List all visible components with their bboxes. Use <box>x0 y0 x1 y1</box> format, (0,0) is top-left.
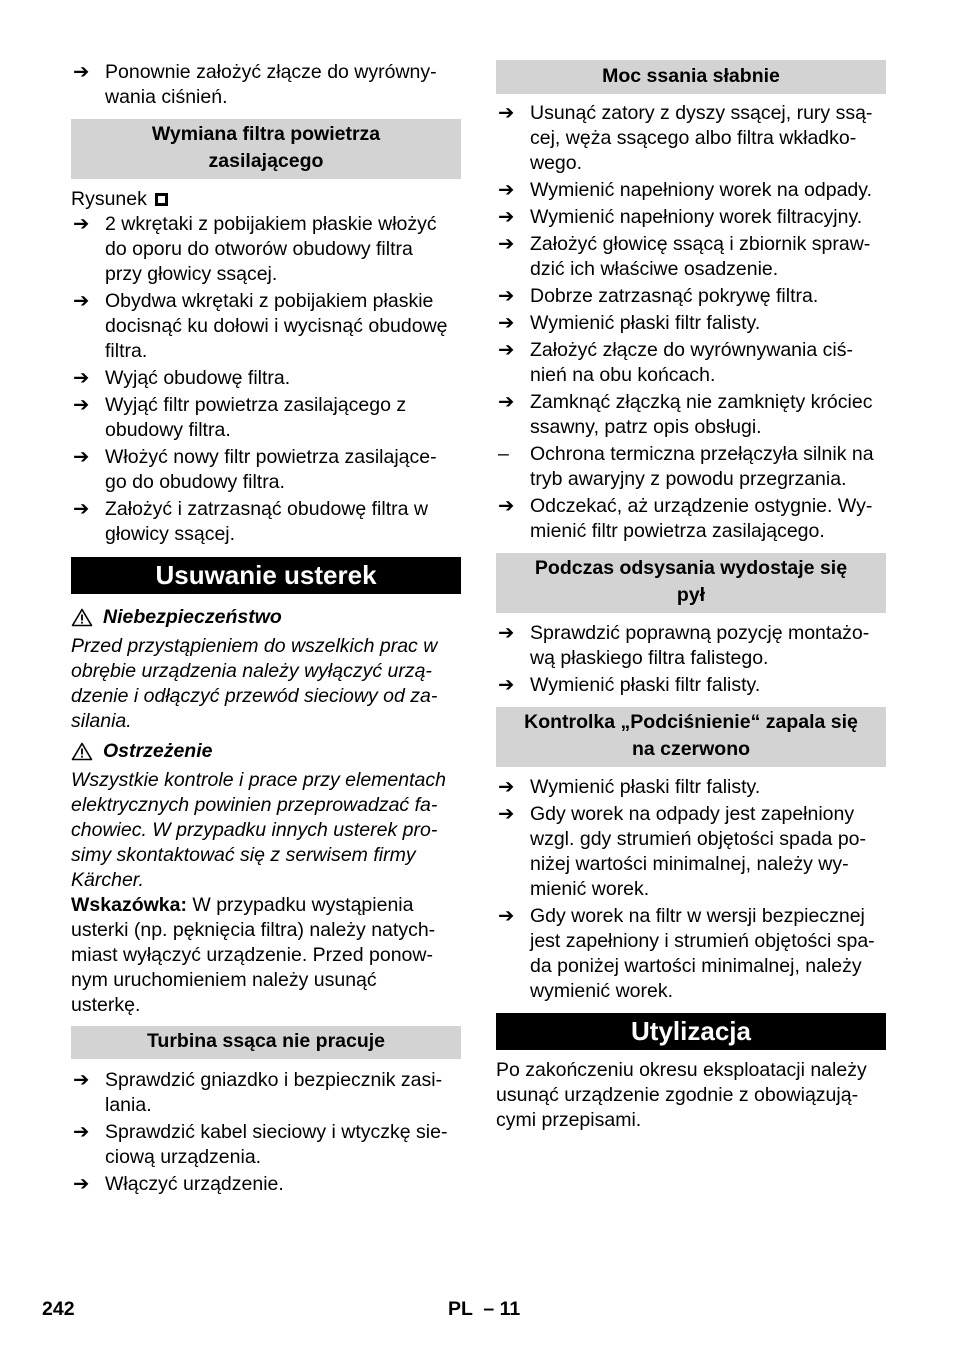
page-reference: PL – 11 <box>448 1298 521 1320</box>
list-item: ➔ Usunąć zatory z dyszy ssącej, rury ssą- cej, węża ssącego albo filtra wkładko- wego. <box>498 102 873 174</box>
section-heading: Moc ssania słabnie <box>496 60 886 94</box>
arrow-right-icon: ➔ <box>73 394 90 416</box>
arrow-right-icon: ➔ <box>498 622 515 644</box>
arrow-right-icon: ➔ <box>73 290 90 312</box>
section-heading: Kontrolka „Podciśnienie“ zapala się na czerwono <box>496 707 886 767</box>
arrow-right-icon: ➔ <box>498 285 515 307</box>
list-item: ➔ Gdy worek na filtr w wersji bezpiecznej jest zapełniony i strumień objętości spa- da poniżej wartości minimalnej, należy wymienić worek. <box>498 905 875 1002</box>
list-item: ➔ Sprawdzić gniazdko i bezpiecznik zasi- lania. <box>73 1069 443 1116</box>
list-item: ➔ Wyjąć filtr powietrza zasilającego z obudowy filtra. <box>73 394 407 441</box>
section-heading: Turbina ssąca nie pracuje <box>71 1026 461 1059</box>
dash-icon: – <box>498 443 509 465</box>
caution-label: Ostrzeżenie <box>71 739 461 764</box>
arrow-right-icon: ➔ <box>498 803 515 825</box>
list-item: ➔ Sprawdzić poprawną pozycję montażo- wą płaskiego filtra falistego. <box>498 622 870 669</box>
arrow-right-icon: ➔ <box>73 446 90 468</box>
arrow-right-icon: ➔ <box>498 776 515 798</box>
danger-text: Przed przystąpieniem do wszelkich prac w obrębie urządzenia należy wyłączyć urzą- dzenie i odłączyć przewód sieciowy od za- silania. <box>71 635 438 732</box>
list-item: ➔ Dobrze zatrzasnąć pokrywę filtra. <box>498 285 819 307</box>
list-item: ➔ Wymienić napełniony worek filtracyjny. <box>498 206 863 228</box>
list-item: ➔ 2 wkrętaki z pobijakiem płaskie włożyć do oporu do otworów obudowy filtra przy głowicy ssącej. <box>73 213 437 285</box>
right-column <box>496 60 886 1133</box>
list-item: ➔ Odczekać, aż urządzenie ostygnie. Wy- mienić filtr powietrza zasilającego. <box>498 495 873 542</box>
arrow-right-icon: ➔ <box>498 206 515 228</box>
figure-icon <box>155 193 168 206</box>
list-item: ➔ Wymienić napełniony worek na odpady. <box>498 179 872 201</box>
arrow-right-icon: ➔ <box>73 1121 90 1143</box>
warning-triangle-icon <box>71 608 93 627</box>
arrow-right-icon: ➔ <box>73 213 90 235</box>
list-item: ➔ Obydwa wkrętaki z pobijakiem płaskie docisnąć ku dołowi i wycisnąć obudowę filtra. <box>73 290 448 362</box>
arrow-right-icon: ➔ <box>498 905 515 927</box>
list-item: ➔ Wymienić płaski filtr falisty. <box>498 776 761 798</box>
list-item: ➔ Założyć głowicę ssącą i zbiornik spraw- dzić ich właściwe osadzenie. <box>498 233 871 280</box>
arrow-right-icon: ➔ <box>498 495 515 517</box>
figure-reference: Rysunek <box>71 187 461 212</box>
list-item: ➔ Wyjąć obudowę filtra. <box>73 367 291 389</box>
section-heading: Wymiana filtra powietrza zasilającego <box>71 119 461 179</box>
list-item: ➔ Zamknąć złączką nie zamknięty króciec ssawny, patrz opis obsługi. <box>498 391 873 438</box>
arrow-right-icon: ➔ <box>73 1069 90 1091</box>
arrow-right-icon: ➔ <box>498 674 515 696</box>
disposal-text: Po zakończeniu okresu eksploatacji należy usunąć urządzenie zgodnie z obowiązują- cymi przepisami. <box>496 1059 867 1131</box>
list-item: ➔ Sprawdzić kabel sieciowy i wtyczkę sie- ciową urządzenia. <box>73 1121 448 1168</box>
arrow-right-icon: ➔ <box>73 61 90 83</box>
warning-triangle-icon <box>71 742 93 761</box>
list-item: ➔ Włączyć urządzenie. <box>73 1173 284 1195</box>
section-heading: Podczas odsysania wydostaje się pył <box>496 553 886 613</box>
chapter-heading: Utylizacja <box>496 1013 886 1050</box>
page-number: 242 <box>42 1298 75 1320</box>
arrow-right-icon: ➔ <box>498 102 515 124</box>
caution-text: Wszystkie kontrole i prace przy elementach elektrycznych powinien przeprowadzać fa- chowiec. W przypadku innych usterek pro- simy skontaktować się z serwisem firmy Kärcher. <box>71 769 446 891</box>
arrow-right-icon: ➔ <box>73 1173 90 1195</box>
list-item: ➔ Wymienić płaski filtr falisty. <box>498 312 761 334</box>
left-column <box>71 60 461 1197</box>
note-paragraph: Wskazówka: W przypadku wystąpienia usterki (np. pęknięcia filtra) należy natych- miast wyłączyć urządzenie. Przed ponow- nym uruchomieniem należy usunąć usterkę. <box>71 894 436 1016</box>
list-item: ➔ Założyć złącze do wyrównywania ciś- nień na obu końcach. <box>498 339 853 386</box>
list-item: – Ochrona termiczna przełączyła silnik na tryb awaryjny z powodu przegrzania. <box>498 443 874 490</box>
list-item: ➔ Założyć i zatrzasnąć obudowę filtra w głowicy ssącej. <box>73 498 428 545</box>
arrow-right-icon: ➔ <box>498 391 515 413</box>
list-item: ➔ Ponownie założyć złącze do wyrówny- wania ciśnień. <box>73 61 437 108</box>
arrow-right-icon: ➔ <box>498 339 515 361</box>
danger-label: Niebezpieczeństwo <box>71 605 461 630</box>
arrow-right-icon: ➔ <box>498 179 515 201</box>
list-item: ➔ Włożyć nowy filtr powietrza zasilające- go do obudowy filtra. <box>73 446 437 493</box>
arrow-right-icon: ➔ <box>498 312 515 334</box>
list-item: ➔ Wymienić płaski filtr falisty. <box>498 674 761 696</box>
arrow-right-icon: ➔ <box>73 367 90 389</box>
chapter-heading: Usuwanie usterek <box>71 557 461 594</box>
arrow-right-icon: ➔ <box>73 498 90 520</box>
list-item: ➔ Gdy worek na odpady jest zapełniony wzgl. gdy strumień objętości spada po- niżej wartości minimalnej, należy wy- mienić worek. <box>498 803 867 900</box>
arrow-right-icon: ➔ <box>498 233 515 255</box>
